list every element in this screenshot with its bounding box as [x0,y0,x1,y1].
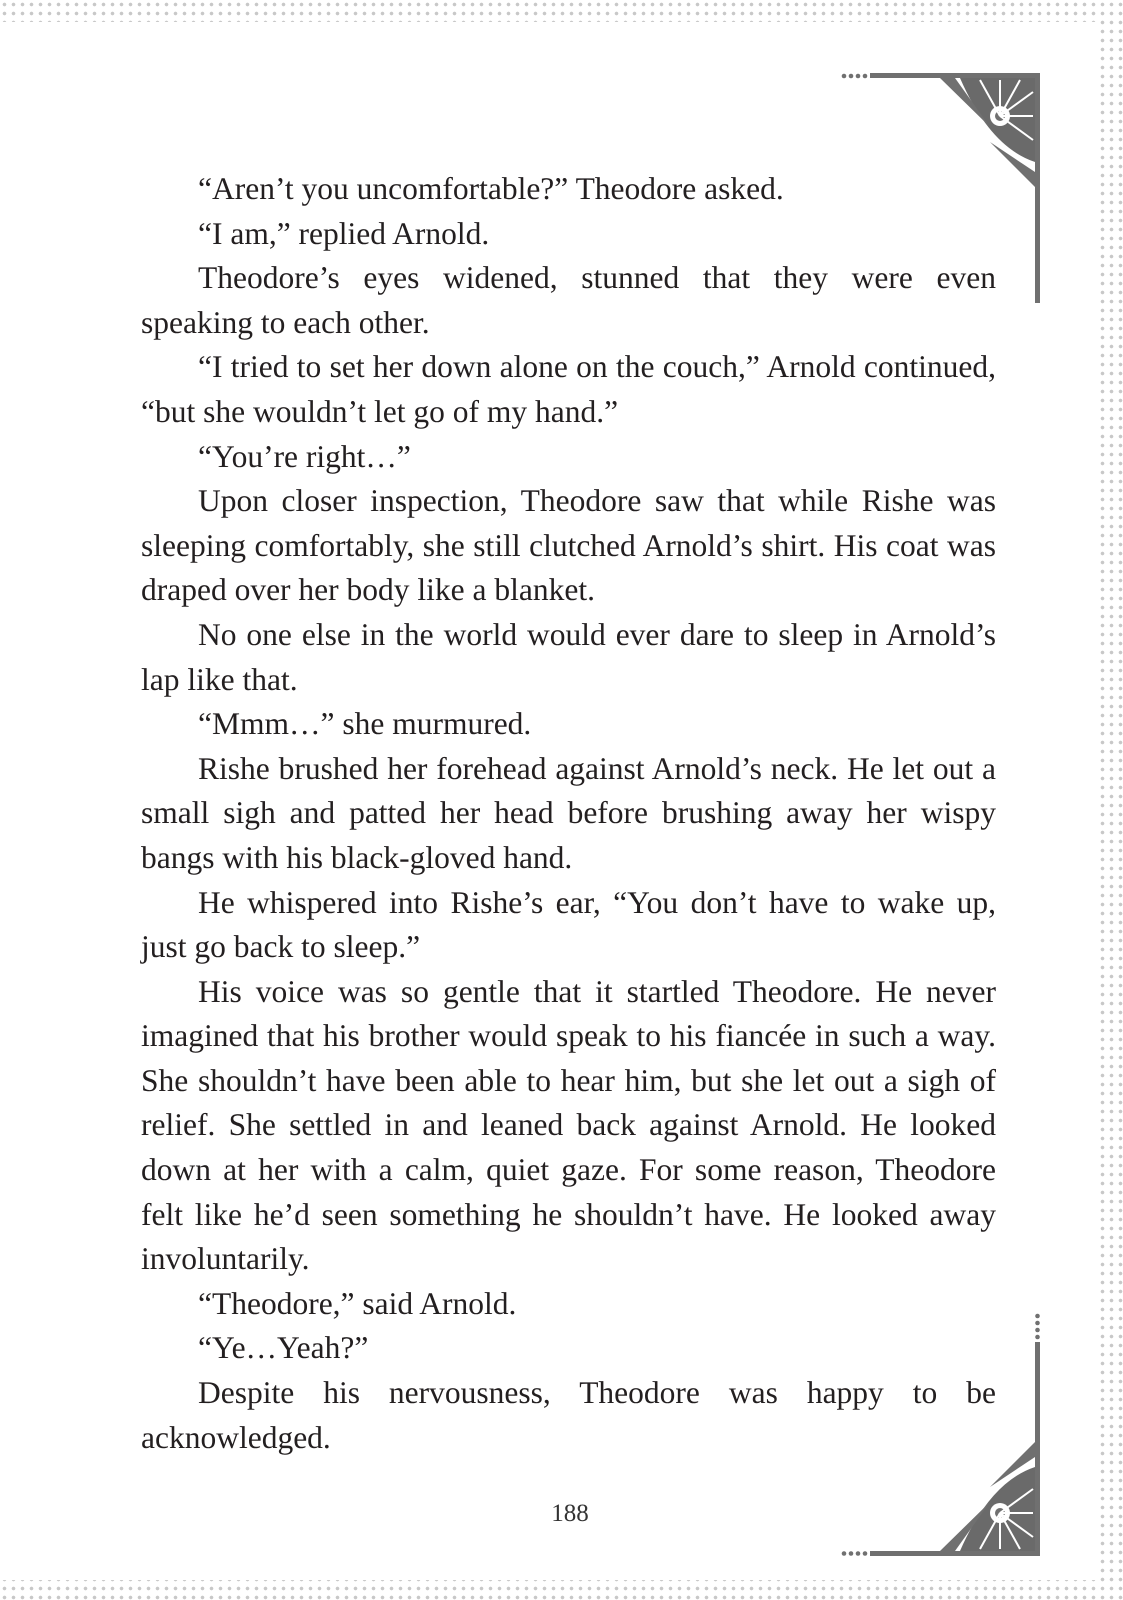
paragraph: No one else in the world would ever dare to sleep in Arnold’s lap like that. [141,616,996,697]
paragraph: “Mmm…” she murmured. [198,706,532,742]
paragraph: “I tried to set her down alone on the couch,” Arnold continued, “but she wouldn’t let go of my hand.” [141,349,996,429]
paragraph: “I am,” replied Arnold. [198,215,490,251]
paragraph: Theodore’s eyes widened, stunned that they were even speaking to each other. [141,260,996,340]
corner-ornament-icon [840,1312,1065,1572]
paragraph: “Theodore,” said Arnold. [198,1285,517,1321]
paragraph: “You’re right…” [198,438,411,474]
paragraph: He whispered into Rishe’s ear, “You don’t have to wake up, just go back to sleep.” [141,884,996,965]
paragraph: Rishe brushed her forehead against Arnold’s neck. He let out a small sigh and patted her head before brushing away her wispy bangs with his black-gloved hand. [141,750,996,875]
paragraph: Despite his nervousness, Theodore was happy to be acknowledged. [141,1375,996,1455]
paragraph: His voice was so gentle that it startled Theodore. He never imagined that his brother would speak to his fiancée in such a way. She shouldn’t have been able to hear him, but she let out a sigh of relief. She settled in and leaned back against Arnold. He looked down at her with a calm, quiet gaze. For some reason, Theodore felt like he’d seen something he shouldn’t have. He looked away involuntarily. [141,973,996,1277]
page-number: 188 [551,1500,589,1527]
page [0,22,1100,1580]
paragraph: “Aren’t you uncomfortable?” Theodore asked. [198,171,784,206]
body-text [141,167,996,1460]
paragraph: “Ye…Yeah?” [198,1330,369,1366]
paragraph: Upon closer inspection, Theodore saw that while Rishe was sleeping comfortably, she still clutched Arnold’s shirt. His coat was draped over her body like a blanket. [141,483,996,608]
